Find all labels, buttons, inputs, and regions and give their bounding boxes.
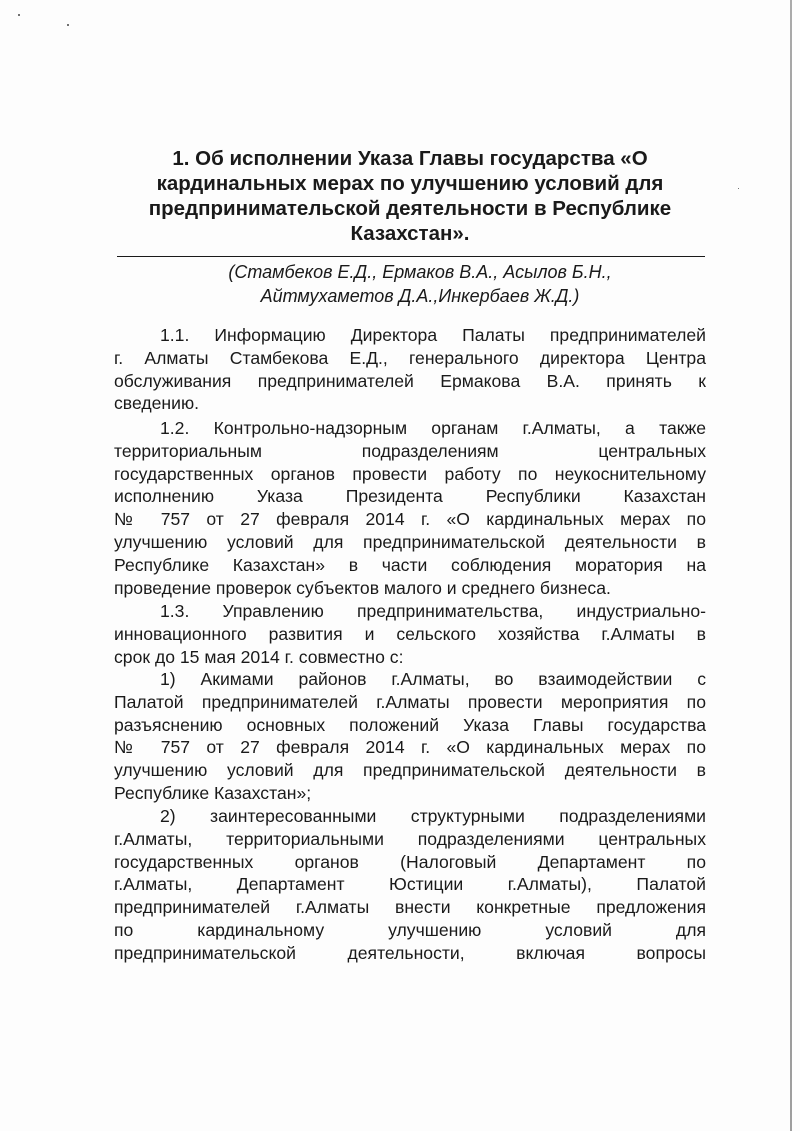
text-line: 1.3. Управлению предпринимательства, индустриально- (160, 601, 706, 621)
text-line: Республике Казахстан»; (114, 782, 312, 803)
text-line: улучшению условий для предпринимательской деятельности в (114, 531, 706, 552)
text-line: 1.1. Информацию Директора Палаты предпринимателей (160, 325, 706, 345)
text-line: № 757 от 27 февраля 2014 г. «О кардинальных мерах по (114, 737, 706, 758)
text-line: Республике Казахстан» в части соблюдения моратория на (114, 554, 706, 575)
authors-line: Айтмухаметов Д.А.,Инкербаев Ж.Д.) (260, 286, 580, 306)
title-line: Казахстан». (350, 222, 470, 245)
authors-list (140, 260, 700, 308)
text-line: проведение проверок субъектов малого и среднего бизнеса. (114, 577, 611, 598)
text-line: территориальным подразделениям центральных (114, 440, 706, 461)
title-line: кардинальных мерах по улучшению условий для (156, 172, 664, 195)
text-line: 1) Акимами районов г.Алматы, во взаимодействии с (160, 669, 706, 689)
title-line: 1. Об исполнении Указа Главы государства «О (172, 147, 648, 170)
text-line: Палатой предпринимателей г.Алматы провести мероприятия по (114, 691, 706, 712)
text-line: обслуживания предпринимателей Ермакова В.А. принять к (114, 370, 706, 391)
text-line: срок до 15 мая 2014 г. совместно с: (114, 646, 404, 667)
scan-speck (738, 188, 739, 189)
scan-speck (67, 24, 69, 26)
text-line: государственных органов (Налоговый Департамент по (114, 851, 706, 872)
text-line: 1.2. Контрольно-надзорным органам г.Алматы, а также (160, 418, 706, 438)
scan-edge-line (790, 0, 792, 1131)
paragraph-1-1 (114, 324, 706, 415)
text-line: предпринимательской деятельности, включая вопросы (114, 942, 706, 963)
text-line: инновационного развития и сельского хозяйства г.Алматы в (114, 623, 706, 644)
paragraph-1-3-item-2 (114, 805, 706, 965)
text-line: № 757 от 27 февраля 2014 г. «О кардинальных мерах по (114, 509, 706, 530)
text-line: г. Алматы Стамбекова Е.Д., генерального директора Центра (114, 347, 706, 368)
paragraph-1-2 (114, 417, 706, 599)
text-line: г.Алматы, Департамент Юстиции г.Алматы), Палатой (114, 874, 706, 895)
text-line: 2) заинтересованными структурными подразделениями (160, 806, 706, 826)
paragraph-1-3 (114, 600, 706, 668)
title-divider (117, 256, 705, 257)
title-line: предпринимательской деятельности в Республике (148, 197, 672, 220)
text-line: государственных органов провести работу по неукоснительному (114, 463, 706, 484)
text-line: разъяснению основных положений Указа Главы государства (114, 714, 706, 735)
paragraph-1-3-item-1 (114, 668, 706, 805)
text-line: улучшению условий для предпринимательской деятельности в (114, 760, 706, 781)
text-line: г.Алматы, территориальными подразделениями центральных (114, 828, 706, 849)
text-line: исполнению Указа Президента Республики Казахстан (114, 486, 706, 507)
document-title (140, 146, 680, 246)
text-line: предпринимателей г.Алматы внести конкретные предложения (114, 897, 706, 918)
text-line: по кардинальному улучшению условий для (114, 919, 706, 940)
text-line: сведению. (114, 393, 200, 414)
scan-speck (18, 14, 20, 16)
authors-line: (Стамбеков Е.Д., Ермаков В.А., Асылов Б.Н., (228, 262, 612, 282)
